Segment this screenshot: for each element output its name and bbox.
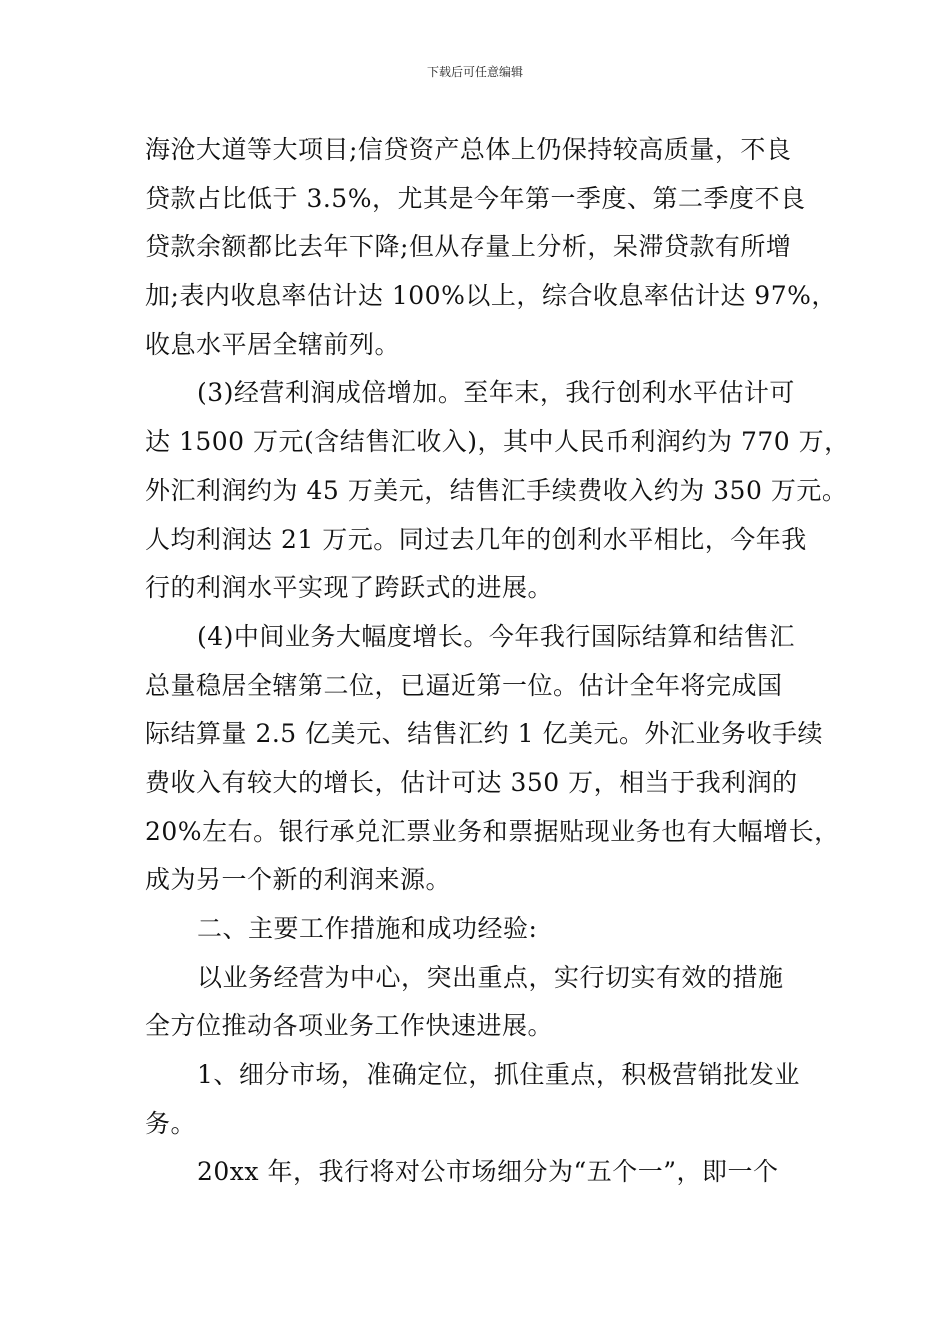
text-line: 全方位推动各项业务工作快速进展。 [145,1011,554,1041]
text-line: 贷款余额都比去年下降;但从存量上分析，呆滞贷款有所增 [145,232,792,262]
section-heading: 二、主要工作措施和成功经验: [197,914,538,943]
text-line: 务。 [145,1108,197,1138]
text-line: (3)经营利润成倍增加。至年末，我行创利水平估计可 [197,378,795,408]
text-line: 总量稳居全辖第二位，已逼近第一位。估计全年将完成国 [145,670,783,700]
text-line: 达 1500 万元(含结售汇收入)，其中人民币利润约为 770 万， [145,427,850,457]
text-line: 海沧大道等大项目;信贷资产总体上仍保持较高质量，不良 [145,135,792,164]
text-line: 人均利润达 21 万元。同过去几年的创利水平相比，今年我 [145,524,807,554]
text-line: 20%左右。银行承兑汇票业务和票据贴现业务也有大幅增长， [145,816,840,846]
document-body [145,126,850,1197]
text-line: 行的利润水平实现了跨跃式的进展。 [145,573,554,603]
text-line: 以业务经营为中心，突出重点，实行切实有效的措施 [197,962,784,992]
text-line: 20xx 年，我行将对公市场细分为“五个一”，即一个 [197,1157,779,1187]
text-line: 收息水平居全辖前列。 [145,329,401,359]
text-line: 1、细分市场，准确定位，抓住重点，积极营销批发业 [197,1060,800,1090]
text-line: 费收入有较大的增长，估计可达 350 万，相当于我利润的 [145,767,798,797]
text-line: 外汇利润约为 45 万美元，结售汇手续费收入约为 350 万元。 [145,475,848,505]
text-line: 际结算量 2.5 亿美元、结售汇约 1 亿美元。外汇业务收手续 [145,719,823,749]
text-line: 加;表内收息率估计达 100%以上，综合收息率估计达 97%， [145,281,837,311]
page-header-note: 下载后可任意编辑 [426,65,523,79]
text-line: 成为另一个新的利润来源。 [145,865,452,895]
text-line: 贷款占比低于 3.5%，尤其是今年第一季度、第二季度不良 [145,183,806,213]
text-line: (4)中间业务大幅度增长。今年我行国际结算和结售汇 [197,621,795,651]
